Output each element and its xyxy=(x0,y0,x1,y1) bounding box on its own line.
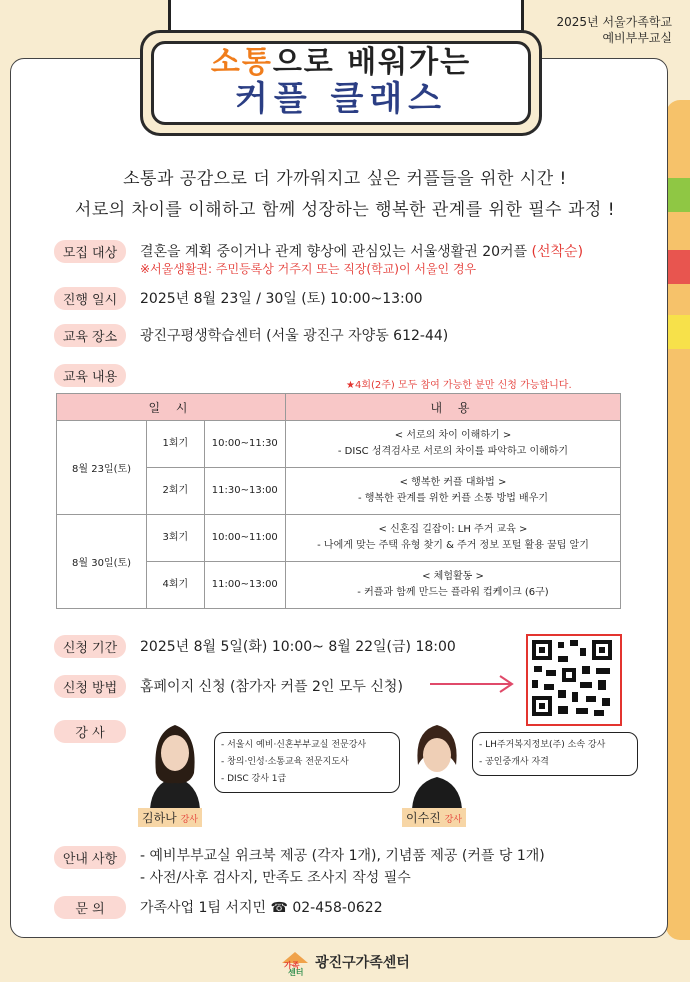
schedule-time: 11:30~13:00 xyxy=(204,468,285,515)
notice-line2: - 사전/사후 검사지, 만족도 조사지 작성 필수 xyxy=(140,870,411,886)
schedule-head-date: 일 시 xyxy=(57,394,286,421)
instructor-a-line: - 서울시 예비·신혼부부교실 전문강사 xyxy=(221,740,367,750)
svg-text:센터: 센터 xyxy=(288,968,304,976)
place-badge: 교육 장소 xyxy=(54,324,126,347)
family-center-logo-icon xyxy=(280,950,310,976)
target-badge: 모집 대상 xyxy=(54,240,126,263)
instructor-b-photo xyxy=(400,713,474,809)
date-badge: 진행 일시 xyxy=(54,287,126,310)
instructor-b-name xyxy=(402,808,466,827)
title-line1-rest: 으로 배워가는 xyxy=(272,45,472,80)
schedule-day: 8월 30일(토) xyxy=(57,515,147,609)
target-note: (선착순) xyxy=(531,244,584,260)
notice-line1: - 예비부부교실 위크북 제공 (각자 1개), 기념품 제공 (커플 당 1개) xyxy=(140,848,545,864)
schedule-content xyxy=(286,468,621,515)
corner-note-line1: 2025년 서울가족학교 xyxy=(556,15,672,29)
schedule-head-content: 내 용 xyxy=(286,394,621,421)
corner-note-line2: 예비부부교실 xyxy=(602,31,672,45)
schedule-time: 10:00~11:00 xyxy=(204,515,285,562)
schedule-time: 11:00~13:00 xyxy=(204,562,285,609)
title-line1 xyxy=(154,46,528,80)
schedule-day: 8월 23일(토) xyxy=(57,421,147,515)
target-main: 결혼을 계획 중이거나 관계 향상에 관심있는 서울생활권 20커플 xyxy=(140,244,528,260)
instructor-a-title: 강사 xyxy=(180,815,198,825)
content-badge: 교육 내용 xyxy=(54,364,126,387)
instructor-b-name-text: 이수진 xyxy=(406,811,441,825)
period-badge: 신청 기간 xyxy=(54,635,126,658)
side-tab-strip xyxy=(666,100,690,940)
instructor-a-line: - DISC 강사 1급 xyxy=(221,774,287,784)
instructor-b-line: - LH주거복지정보(주) 소속 강사 xyxy=(479,740,606,750)
table-row xyxy=(57,515,621,562)
schedule-content xyxy=(286,515,621,562)
instructor-a-box xyxy=(214,732,400,793)
contact-text: 가족사업 1팀 서지민 ☎ 02-458-0622 xyxy=(140,900,383,916)
method-badge: 신청 방법 xyxy=(54,675,126,698)
schedule-content xyxy=(286,562,621,609)
schedule-content-title: < 신혼집 길잡이: LH 주거 교육 > xyxy=(378,524,528,535)
date-text: 2025년 8월 23일 / 30일 (토) 10:00~13:00 xyxy=(140,291,423,307)
schedule-time: 10:00~11:30 xyxy=(204,421,285,468)
instructor-a-name-text: 김하나 xyxy=(142,811,177,825)
schedule-content-desc: - 나에게 맞는 주택 유형 찾기 & 주거 정보 포털 활용 꿀팁 알기 xyxy=(317,540,589,551)
schedule-session: 3회기 xyxy=(147,515,205,562)
schedule-content-title: < 체험활동 > xyxy=(422,571,484,582)
instructor-b-box xyxy=(472,732,638,776)
schedule-session: 4회기 xyxy=(147,562,205,609)
footer-org-name: 광진구가족센터 xyxy=(315,955,410,971)
schedule-session: 2회기 xyxy=(147,468,205,515)
instructor-badge: 강 사 xyxy=(54,720,126,743)
period-text: 2025년 8월 5일(화) 10:00~ 8월 22일(금) 18:00 xyxy=(140,639,456,655)
schedule-content-title: < 행복한 커플 대화법 > xyxy=(399,477,507,488)
corner-note xyxy=(557,14,673,46)
method-text: 홈페이지 신청 (참가자 커플 2인 모두 신청) xyxy=(140,679,403,695)
place-text: 광진구평생학습센터 (서울 광진구 자양동 612-44) xyxy=(140,328,449,344)
footer xyxy=(0,950,690,976)
intro-line1: 소통과 공감으로 더 가까워지고 싶은 커플들을 위한 시간 ! xyxy=(123,169,567,189)
target-sub: ※서울생활권: 주민등록상 거주지 또는 직장(학교)이 서울인 경우 xyxy=(140,262,477,276)
notice-badge: 안내 사항 xyxy=(54,846,126,869)
table-row xyxy=(57,421,621,468)
instructor-b-line: - 공인중개사 자격 xyxy=(479,757,549,767)
schedule-content-desc: - 커플과 함께 만드는 플라워 컵케이크 (6구) xyxy=(357,587,549,598)
schedule-content-title: < 서로의 차이 이해하기 > xyxy=(394,430,512,441)
schedule-table xyxy=(56,393,621,609)
instructor-a-photo xyxy=(136,713,214,809)
qr-code-icon[interactable] xyxy=(526,634,622,726)
svg-text:가족: 가족 xyxy=(284,961,300,970)
schedule-session: 1회기 xyxy=(147,421,205,468)
contact-badge: 문 의 xyxy=(54,896,126,919)
arrow-icon xyxy=(430,674,516,694)
schedule-content xyxy=(286,421,621,468)
content-note: ★4회(2주) 모두 참여 가능한 분만 신청 가능합니다. xyxy=(346,380,572,391)
title-line2: 커플 클래스 xyxy=(234,79,448,119)
instructor-a-line: - 창의·인성·소통교육 전문지도사 xyxy=(221,757,349,767)
target-text xyxy=(140,241,583,261)
intro-line2: 서로의 차이를 이해하고 함께 성장하는 행복한 관계를 위한 필수 과정 ! xyxy=(74,200,616,220)
side-tab-yellow xyxy=(668,315,690,349)
title-highlight: 소통 xyxy=(210,45,273,80)
instructor-b-title: 강사 xyxy=(444,815,462,825)
side-tab-red xyxy=(668,250,690,284)
schedule-content-desc: - 행복한 관계를 위한 커플 소통 방법 배우기 xyxy=(357,493,549,504)
title-inner xyxy=(151,41,531,125)
instructor-a-name xyxy=(138,808,202,827)
title-box xyxy=(140,30,542,136)
schedule-content-desc: - DISC 성격검사로 서로의 차이를 파악하고 이해하기 xyxy=(337,446,569,457)
